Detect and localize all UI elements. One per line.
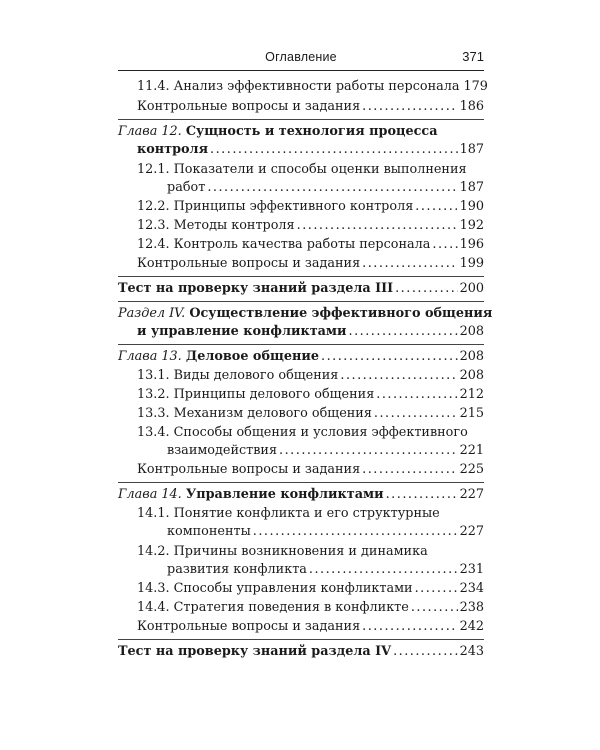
toc-page-number: 212 — [459, 387, 484, 402]
toc-entry[interactable]: 14.4. Стратегия поведения в конфликте ..... 238 — [118, 599, 484, 617]
toc-entry-cont[interactable]: взаимодействия ..... 221 — [118, 442, 484, 460]
toc-page-number: 208 — [459, 349, 484, 364]
toc-page-number: 231 — [459, 562, 484, 577]
dot-leader — [411, 599, 458, 617]
toc-entry[interactable]: 14.3. Способы управления конфликтами ..... 234 — [118, 580, 484, 598]
dot-leader — [253, 523, 458, 541]
toc-page-number: 196 — [459, 237, 484, 252]
section-heading-cont[interactable]: и управление конфликтами ..... 208 — [118, 323, 484, 341]
section-divider — [118, 301, 484, 302]
dot-leader — [386, 486, 458, 504]
dot-leader — [395, 280, 457, 298]
toc-entry[interactable]: 13.3. Механизм делового общения ..... 215 — [118, 405, 484, 423]
toc-entry[interactable]: Контрольные вопросы и задания ..... 199 — [118, 255, 484, 273]
toc-entry[interactable]: 13.4. Способы общения и условия эффективного — [137, 425, 468, 440]
toc-page-number: 179 — [463, 79, 488, 94]
test-entry[interactable]: Тест на проверку знаний раздела III ..... 200 — [118, 280, 484, 298]
toc-page-number: 227 — [459, 524, 484, 539]
toc-page-number: 186 — [459, 99, 484, 114]
toc-entry[interactable]: 13.2. Принципы делового общения ..... 212 — [118, 386, 484, 404]
section-divider — [118, 639, 484, 640]
toc-page-number: 238 — [459, 600, 484, 615]
dot-leader — [362, 461, 457, 479]
toc-entry-cont[interactable]: развития конфликта ..... 231 — [118, 561, 484, 579]
dot-leader — [321, 348, 458, 366]
dot-leader — [362, 98, 457, 116]
toc-entry[interactable]: 13.1. Виды делового общения ..... 208 — [118, 367, 484, 385]
section-heading[interactable]: Раздел IV. Осуществление эффективного общения — [118, 306, 493, 321]
dot-leader — [376, 386, 457, 404]
section-divider — [118, 119, 484, 120]
toc-entry[interactable]: 12.4. Контроль качества работы персонала ..... 196 — [118, 236, 484, 254]
toc-entry[interactable]: 14.1. Понятие конфликта и его структурные — [137, 506, 440, 521]
toc-entry-cont[interactable]: компоненты ..... 227 — [118, 523, 484, 541]
dot-leader — [415, 198, 457, 216]
toc-entry[interactable]: 12.3. Методы контроля ..... 192 — [118, 217, 484, 235]
table-of-contents — [118, 0, 493, 750]
dot-leader — [340, 367, 457, 385]
dot-leader — [432, 236, 457, 254]
toc-page-number: 187 — [459, 180, 484, 195]
toc-entry[interactable]: Контрольные вопросы и задания ..... 186 — [118, 98, 484, 116]
toc-entry[interactable]: 12.2. Принципы эффективного контроля ..... 190 — [118, 198, 484, 216]
section-divider — [118, 276, 484, 277]
dot-leader — [309, 561, 458, 579]
toc-page-number: 234 — [459, 581, 484, 596]
section-divider — [118, 482, 484, 483]
toc-page-number: 200 — [459, 281, 484, 296]
chapter-heading[interactable]: Глава 14. Управление конфликтами ..... 227 — [118, 486, 484, 504]
dot-leader — [362, 618, 457, 636]
toc-entry[interactable]: 11.4. Анализ эффективности работы персонала 179 — [137, 79, 488, 94]
chapter-heading[interactable]: Глава 12. Сущность и технология процесса — [118, 124, 438, 139]
toc-page-number: 208 — [459, 368, 484, 383]
toc-entry[interactable]: 12.1. Показатели и способы оценки выполнения — [137, 162, 467, 177]
dot-leader — [297, 217, 458, 235]
page-header-title: Оглавление — [265, 50, 337, 64]
toc-page-number: 215 — [459, 406, 484, 421]
dot-leader — [362, 255, 457, 273]
test-entry[interactable]: Тест на проверку знаний раздела IV ..... 243 — [118, 643, 484, 661]
dot-leader — [374, 405, 458, 423]
toc-page-number: 190 — [459, 199, 484, 214]
toc-entry[interactable]: 14.2. Причины возникновения и динамика — [137, 544, 428, 559]
toc-entry-cont[interactable]: работ ..... 187 — [118, 179, 484, 197]
toc-entry[interactable]: Контрольные вопросы и задания ..... 225 — [118, 461, 484, 479]
toc-page-number: 225 — [459, 462, 484, 477]
toc-page-number: 199 — [459, 256, 484, 271]
toc-page-number: 227 — [459, 487, 484, 502]
chapter-heading-cont[interactable]: контроля ..... 187 — [118, 141, 484, 159]
chapter-heading[interactable]: Глава 13. Деловое общение ..... 208 — [118, 348, 484, 366]
dot-leader — [415, 580, 458, 598]
page-number: 371 — [462, 49, 484, 64]
toc-page-number: 208 — [459, 324, 484, 339]
dot-leader — [393, 643, 457, 661]
toc-page-number: 192 — [459, 218, 484, 233]
toc-entry[interactable]: Контрольные вопросы и задания ..... 242 — [118, 618, 484, 636]
toc-page-number: 187 — [459, 142, 484, 157]
toc-page-number: 221 — [459, 443, 484, 458]
toc-page-number: 243 — [459, 644, 484, 659]
section-divider — [118, 344, 484, 345]
toc-page-number: 242 — [459, 619, 484, 634]
dot-leader — [207, 179, 457, 197]
dot-leader — [279, 442, 458, 460]
dot-leader — [349, 323, 458, 341]
dot-leader — [210, 141, 458, 159]
